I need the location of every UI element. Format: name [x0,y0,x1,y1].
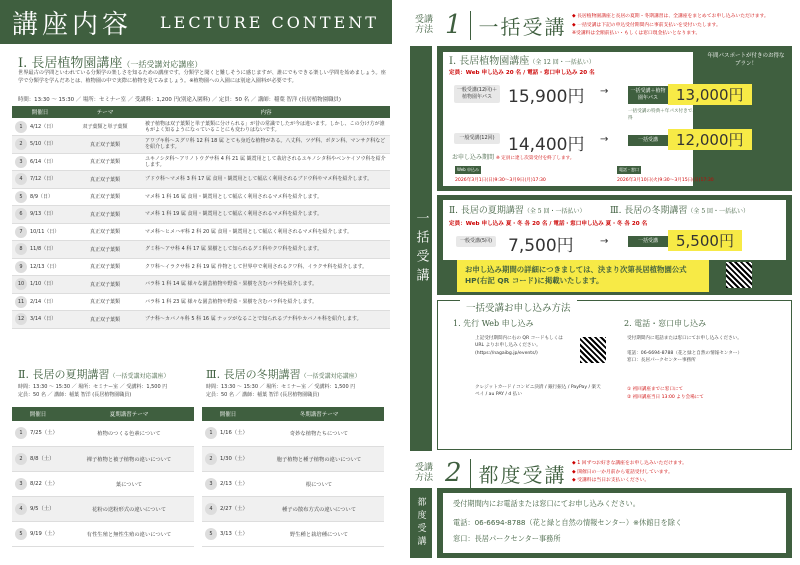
seasonal-capacity: 定員：Web 申し込み 夏・冬 各 20 名 / 電話・窓口申し込み 夏・冬 各 20 名 [449,221,648,227]
row-number: 5 [205,528,217,540]
seasonal-discount: 5,500円 [668,230,742,251]
row-theme: 真正双子葉類 [68,311,142,329]
row-content: バラ科 1 科 14 属 様々な園芸植物や野菜・果樹を含むバラ科を紹介します。 [142,276,390,294]
course1-title: Ⅰ. 長居植物園講座（一括受講対応講座） [18,56,203,71]
row-content: マメ科 1 科 16 属 食用・観賞用として幅広く利用されるマメ科を紹介します。 [142,188,390,206]
summer-col-theme: 夏期講習テーマ [64,407,194,421]
row-date: 2 1/30（土） [202,446,254,471]
winter-title: Ⅲ. 長居の冬期講習（一括受講対応講座） [206,368,361,381]
tel-tag: 電話・窓口 [619,167,639,172]
table-row [12,153,390,171]
row-number: 5 [15,191,27,203]
howto-phone-title: 2. 電話・窓口申し込み [624,319,707,328]
row-content: アワブキ科〜スグリ科 12 科 18 属 とても身近な植物がある。八丈科、ツゲ科、ボタン科、マンサク科などを紹介します。 [142,136,390,154]
row-number: 4 [15,503,27,515]
seasonal-tag: 一括受講 [628,236,668,247]
summer-meta: 時間：13:30 〜 15:30 ／ 場所：セミナー室 ／ 受講料：1,500 円 定員：50 名 ／ 講師：稲葉 智洋 (長居植物園職員) [18,384,168,398]
arrow-icon: → [600,86,609,97]
row-number: 1 [205,427,217,439]
row-number: 2 [15,453,27,465]
winter-price-title: Ⅲ. 長居の冬期講習（全 5 回・一括払い） [610,206,750,216]
winter-col-theme: 冬期講習テーマ [254,407,384,421]
howto-phone-text: 受付期間内に電話または窓口にてお申し込みください。 [627,336,742,341]
row-date: 3 2/13（土） [202,471,254,496]
price2-discount: 12,000円 [668,129,752,150]
passport-badge: 年間パスポートが付きのお得なプラン！ [707,53,785,67]
row-theme: 真正双子葉類 [68,223,142,241]
price1-label: 一般受講(12回)＋植物園年パス [454,85,500,103]
row-theme: 真正双子葉類 [68,293,142,311]
row-number: 1 [15,121,27,133]
row-date: 3 6/14（日） [12,153,68,171]
table-row [202,521,384,546]
row-number: 3 [205,478,217,490]
row-content: クワ科〜イラクサ科 2 科 19 属 作物として世界中で利用されるクワ科、イラクサ科を紹介します。 [142,258,390,276]
page-title: 講座内容 [12,9,133,40]
row-date: 11 2/14（日） [12,293,68,311]
col-date: 開催日 [12,106,68,118]
table-row [202,496,384,521]
table-row [12,136,390,154]
table-row [12,206,390,224]
course1-capacity: 定員：Web 申し込み 20 名 / 電話・窓口申し込み 20 名 [449,70,595,76]
row-theme: 裸子植物と被子植物の違いについて [64,446,194,471]
row-theme: 真正双子葉類 [68,206,142,224]
web-period: 2026年3月1日(日)9:30〜3月9日(月)17:30 [455,178,546,183]
method2-vertical-label: 都度受講 [410,488,432,558]
row-content: マメ科〜ヒメハギ科 2 科 20 属 食用・観賞用として幅広く利用されるマメ科を紹介します。 [142,223,390,241]
row-content: バラ科 1 科 23 属 様々な園芸植物や野菜・果樹を含むバラ科を紹介します。 [142,293,390,311]
row-theme: 葉について [64,471,194,496]
row-date: 8 11/8（日） [12,241,68,259]
price2-regular: 14,400円 [508,135,585,155]
row-number: 9 [15,261,27,273]
row-content: ブドウ科〜マメ科 3 科 17 属 食用・観賞用として幅広く利用されるブドウ科やマメ科を紹介します。 [142,171,390,189]
howto-url[interactable]: (https://nagaibg.jp/events/) [475,351,538,356]
row-date: 2 5/10（日） [12,136,68,154]
method1-notes: ◆ 長居植物園講座と長居の夏期・冬期講習は、全講座をまとめてお申し込みいただけます。 ◆ 一括受講は下記の申込受付期間内に事前支払いを受付いたします。 ※受講料は全額前払い・もしくは窓口現金払いとなります。 [572,14,769,36]
summer-price-title: Ⅱ. 長居の夏期講習（全 5 回・一括払い） [449,206,586,216]
howto-phone: 電話：06-6694-8788（花と緑と自然の情報センター） [627,351,743,356]
row-date: 5 9/19（土） [12,521,64,546]
method2-notes: ◆ 1 回ずつお好きな講座をお申し込みいただけます。 ◆ 開催日の一か月前から電話受付しています。 ◆ 受講料は当日お支払いください。 [572,461,687,483]
page-header [0,0,392,44]
row-theme: 双子葉類と単子葉類 [68,118,142,136]
row-number: 11 [15,296,27,308]
row-number: 2 [15,138,27,150]
table-row [12,241,390,259]
row-date: 7 10/11（日） [12,223,68,241]
table-row [12,171,390,189]
row-theme: 胞子植物と種子植物の違いについて [254,446,384,471]
row-theme: 真正双子葉類 [68,241,142,259]
price2-tag: 一括受講 [628,135,668,146]
row-number: 2 [205,453,217,465]
row-date: 1 7/25（土） [12,421,64,446]
row-number: 10 [15,278,27,290]
table-row [12,293,390,311]
row-date: 5 3/13（土） [202,521,254,546]
course1-desc: 世界最古の学問といわれている分類学の楽しさを知るための講座です。分類学と聞くと難しそうに感じますが、誰にでもできる楽しい学問を始めましょう。座学で分類学を学んだあとは、植物園の中で実際に植物を見てみましょう。※植物園への入園には別途入園料が必要です。 [18,70,386,84]
web-tag: Web 申込み [457,167,479,172]
qr-code-icon[interactable] [726,262,752,288]
howto-pay-option2: ② 初回講座当日 13:00 より会場にて [627,395,704,400]
row-date: 5 8/9（日） [12,188,68,206]
page-title-en: LECTURE CONTENT [160,12,379,32]
winter-table [202,407,384,547]
table-row [12,311,390,329]
period-title: お申し込み期間 ※ 定員に達し次第受付を終了します。 [452,154,575,161]
table-row [12,276,390,294]
summer-table [12,407,194,547]
row-number: 4 [205,503,217,515]
row-theme: 真正双子葉類 [68,136,142,154]
row-theme: 真正双子葉類 [68,258,142,276]
row-date: 4 7/12（日） [12,171,68,189]
notice-banner: お申し込み期間の詳細につきましては、決まり次第長居植物園公式 HP(右記 QR コード)に掲載いたします。 [457,260,709,292]
method1-vertical-label: 一括受講 [410,46,432,451]
row-content: グミ科〜アサ科 4 科 17 属 果樹として知られるグミ科やクワ科を紹介します。 [142,241,390,259]
arrow-icon: → [600,236,609,247]
course1-meta: 時間：13:30 〜 15:30 ／ 場所：セミナー室 ／ 受講料：1,200 円(別途入園料) ／ 定員：50 名 ／ 講師：稲葉 智洋 (長居植物園職員) [18,97,341,103]
row-date: 10 1/10（日） [12,276,68,294]
table-row [202,446,384,471]
method2-window: 窓口：長居パークセンター事務所 [453,534,561,543]
row-number: 1 [15,427,27,439]
winter-col-date: 開催日 [202,407,254,421]
row-number: 12 [15,313,27,325]
price1-regular: 15,900円 [508,87,585,107]
method2-phone: 電話：06-6694-8788（花と緑と自然の情報センター）※休館日を除く [453,518,683,527]
row-theme: 真正双子葉類 [68,188,142,206]
howto-window: 窓口：長居パークセンター事務所 [627,358,696,363]
row-date: 3 8/22（土） [12,471,64,496]
row-date: 4 2/27（土） [202,496,254,521]
row-number: 7 [15,226,27,238]
row-date: 9 12/13（日） [12,258,68,276]
table-row [12,188,390,206]
row-date: 6 9/13（日） [12,206,68,224]
row-number: 3 [15,156,27,168]
row-theme: 根について [254,471,384,496]
table-row [12,421,194,446]
row-content: マメ科 1 科 19 属 食用・観賞用として幅広く利用されるマメ科を紹介します。 [142,206,390,224]
price-course1-title: Ⅰ. 長居植物園講座（全 12 回・一括払い） [449,56,595,67]
row-content: ユキノシタ科〜アリノトウグサ科 4 科 21 属 観賞用として栽培されるユキノシタ科やベンケイソウ科を紹介します。 [142,153,390,171]
method1-header: 受講方法 1 一括受講 [415,10,567,40]
course1-table [12,106,390,329]
row-date: 1 1/16（土） [202,421,254,446]
table-row [12,258,390,276]
row-theme: 真正双子葉類 [68,171,142,189]
summer-col-date: 開催日 [12,407,64,421]
summer-title: Ⅱ. 長居の夏期講習（一括受講対応講座） [18,368,170,381]
tel-period: 2026年3月10日(火)9:30〜3月15日(日)17:30 [617,178,714,183]
table-row [12,521,194,546]
col-theme: テーマ [68,106,142,118]
row-theme: 奇妙な植物たちについて [254,421,384,446]
row-theme: 有性生殖と無性生殖の違いについて [64,521,194,546]
row-theme: 真正双子葉類 [68,276,142,294]
row-number: 6 [15,208,27,220]
method2-line1: 受付期間内にお電話または窓口にてお申し込みください。 [453,499,640,508]
row-number: 4 [15,173,27,185]
table-row [12,496,194,521]
row-number: 8 [15,243,27,255]
seasonal-price-regular: 7,500円 [508,236,574,256]
seasonal-price-label: 一般受講(5回) [456,236,496,247]
price2-label: 一般受講(12回) [454,133,500,144]
arrow-icon: → [600,134,609,145]
howto-web-title: 1. 先行 Web 申し込み [453,319,534,328]
row-date: 1 4/12（日） [12,118,68,136]
price-note: 一括受講の特典＋年パス付きでお得 [628,109,697,121]
col-content: 内容 [142,106,390,118]
price1-discount: 13,000円 [668,84,752,105]
table-row [12,471,194,496]
winter-meta: 時間：13:30 〜 15:30 ／ 場所：セミナー室 ／ 受講料：1,500 円 定員：50 名 ／ 講師：稲葉 智洋 (長居植物園職員) [206,384,356,398]
row-content: 被子植物は双子葉類と単子葉類に分けられる」が昔の常識でしたが今は違います。しかし、この分け方が誰もがよく知るようになっていることにも変わりはないです。 [142,118,390,136]
row-number: 3 [15,478,27,490]
price1-tag: 一括受講＋植物園年パス [628,86,668,104]
row-theme: 野生種と栽培種について [254,521,384,546]
howto-pay-option1: ① 初回講座までに窓口にて [627,387,684,392]
row-theme: 植物のつくる色素について [64,421,194,446]
row-theme: 花粉の送粉形式の違いについて [64,496,194,521]
row-theme: 種子の散布方式の違いについて [254,496,384,521]
howto-title: 一括受講お申し込み方法 [460,300,577,314]
row-number: 5 [15,528,27,540]
qr-code-icon[interactable] [580,337,606,363]
table-row [12,446,194,471]
row-date: 2 8/8（土） [12,446,64,471]
howto-payments: クレジットカード / コンビニ決済 / 銀行振込 / PayPay / 楽天ペイ / au PAY / d 払い [475,385,601,397]
howto-web-text: 上記受付期間内に右の QR コードもしくは URL よりお申し込みください。 [475,336,563,348]
method2-header: 受講方法 2 都度受講 [415,458,567,488]
table-row [12,223,390,241]
table-row [202,421,384,446]
row-date: 12 3/14（日） [12,311,68,329]
table-row [202,471,384,496]
table-row [12,118,390,136]
row-theme: 真正双子葉類 [68,153,142,171]
row-content: ブナ科〜カバノキ科 5 科 16 属 ナッツがなることで知られるブナ科やカバノキ科を紹介します。 [142,311,390,329]
row-date: 4 9/5（土） [12,496,64,521]
